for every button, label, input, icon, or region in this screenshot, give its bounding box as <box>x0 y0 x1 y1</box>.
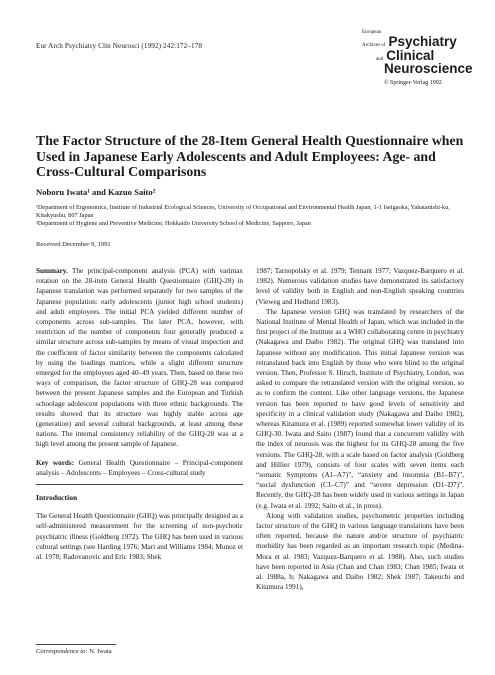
keywords-label: Key words: <box>36 458 75 467</box>
logo-line-archives: Archives of <box>362 43 386 48</box>
body-paragraph-2: The Japanese version GHQ was translated by researchers of the National Institute of Mental Health of Japan, which was included in the first project of the Institute as a WHO collaborating centre in psychiatry (Nakagawa and Daibo 1982). The original GHQ was translated into Japanese without any modification. This initial Japanese version was retranslated back into English by those who were blind to the original version. Then, Professor S. Hirsch, Institute of Psychiatry, London, was asked to compare the retranslated version with the original version, so as to confirm the content. Like other language versions, the Japanese version has been reported to have good levels of sensitivity and specificity in a clinical validation study (Nakagawa and Daibo 1982), whereas Kitamura et al. (1989) reported somewhat lower validity of its GHQ-30. Iwata and Saito (1987) found that a concurrent validity with the index of neurosis was the highest for its GHQ-28 among the five versions. The GHQ-28, with a scale based on factor analysis (Goldberg and Hillier 1979), consists of four scales with seven items each “somatic Symptoms (A1–A7)”, “anxiety and insomnia (B1–B7)”, “social dysfunction (C1–C7)” and “severe depression (D1–D7)”. Recently, the GHQ-28 has been widely used in various settings in Japan (e.g. Iwata et al. 1992; Saito et al., in press). <box>256 307 464 510</box>
logo-line-european: European <box>362 30 382 35</box>
section-divider <box>36 484 243 485</box>
correspondence-label: Correspondence to: <box>36 648 88 655</box>
summary-label: Summary. <box>36 267 68 275</box>
article-authors: Noboru Iwata¹ and Kazuo Saito² <box>36 187 156 197</box>
body-paragraph-3: Along with validation studies, psychometric properties including factor structure of the GHQ in various language translations have been often reported, because the nature and/or structure of psychiatric morbidity has been regarded as an important research topic (Medina-Mora et al. 1983; Vazquez-Barquero et al. 1988). Also, such studies have been reported in Asia (Chan and Chan 1983; Chan 1985; Iwata et al. 1988a, b; Nakagawa and Daibo 1982; Shek 1987; Takeuchi and Kitamura 1991), <box>256 511 464 592</box>
body-paragraph-1: 1987; Tarnopolsky et al. 1979; Tennant 1977; Vazquez-Barquero et al. 1982). Numerous validation studies have demonstrated its satisfactory level of validity both in English and non-English speaking countries (Vieweg and Hedlund 1983). <box>256 267 464 306</box>
correspondence-note <box>36 648 126 655</box>
logo-word-clinical: Clinical <box>386 47 435 63</box>
introduction-paragraph: The General Health Questionnaire (GHQ) was principally designed as a self-administered measurement for the screening of non-psychotic psychiatric illness (Goldberg 1972). The GHQ has been used in various cultural settings (see Harding 1976; Mari and Williams 1984; Munoz et al. 1978; Radovanovic and Eric 1983; Shek <box>36 512 243 562</box>
affiliation-2: ²Department of Hygiene and Preventive Medicine, Hokkaido University School of Medicine, Sapporo, Japan <box>36 220 311 227</box>
logo-word-and: and <box>376 56 384 62</box>
summary-text: The principal-component analysis (PCA) with varimax rotation on the 28-item General Health Questionnaire (GHQ-28) in Japanese translation was performed separately for two samples of the Japanese population: early adolescents (junior high school students) and adult employees. The initial PCA yielded different number of components across sub-samples. The later PCA, however, with restriction of the number of components four generally produced a similar structure across sub-samples by means of visual inspection and the coefficient of factor similarity between the components calculated by using the loadings matrices, while a slight different structure emerged for the employees aged 40–49 years. Then, based on these two ways of comparison, the factor structure of GHQ-28 was compared between the present Japanese samples and the European and Turkish schoolage adolescent populations with three ethnic backgrounds. The results showed that its structure was highly stable across age (generation) and several cultural backgrounds, at least among these nations. The internal consistency reliability of the GHQ-28 was at a high level among the present sample of Japanese. <box>36 267 243 449</box>
introduction-heading: Introduction <box>36 493 78 503</box>
keywords-text: General Health Questionnaire – Principal-component analysis – Adolescents – Employees – Cross-cultural study <box>36 458 243 477</box>
journal-citation: Eur Arch Psychiatry Clin Neurosci (1992) 242:172–178 <box>36 42 203 50</box>
keywords-paragraph <box>36 458 243 478</box>
author-affiliations <box>36 204 476 228</box>
logo-word-psychiatry: Psychiatry <box>388 34 457 49</box>
journal-logo <box>362 30 472 86</box>
article-title: The Factor Structure of the 28-Item General Health Questionnaire when Used in Japanese Early Adolescents and Adult Employees: Age- and Cross-Cultural Comparisons <box>36 133 464 179</box>
publisher-copyright: © Springer-Verlag 1992 <box>384 79 442 86</box>
correspondence-name: N. Iwata <box>89 648 112 655</box>
received-date: Received December 9, 1991 <box>36 241 111 248</box>
logo-word-neuroscience: Neuroscience <box>384 61 473 76</box>
right-column <box>256 266 464 593</box>
summary-paragraph <box>36 266 243 450</box>
affiliation-1: ¹Department of Ergonomics, Institute of Industrial Ecological Sciences, University of Occupational and Environmental Health Japan, 1-1 Iseigaoka, Yahatanishi-ku, Kitakyushu, 807 Japan <box>36 204 450 219</box>
footnote-rule <box>36 644 116 645</box>
left-column <box>36 266 243 562</box>
